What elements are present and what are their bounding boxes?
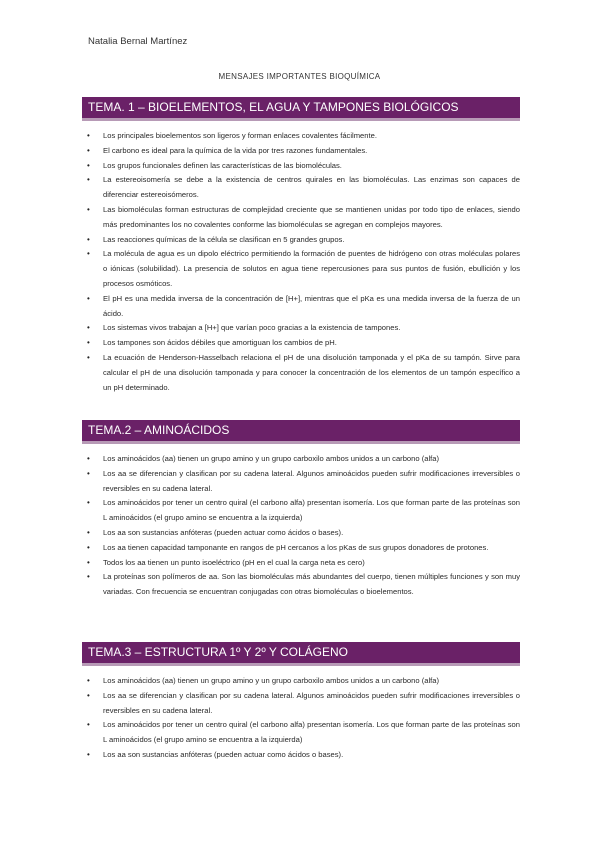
section-heading: TEMA.2 – AMINOÁCIDOS xyxy=(82,420,520,444)
list-item: • La molécula de agua es un dipolo eléctrico permitiendo la formación de puentes de hidrógeno con otras moléculas polares o iónicas (solubilidad). La presencia de solutos en agua tiene repercusiones para sus puntos de fusión, ebullición y los procesos osmóticos. xyxy=(82,247,520,291)
bullet-list xyxy=(82,452,520,600)
list-item: • Los sistemas vivos trabajan a [H+] que varían poco gracias a la existencia de tampones. xyxy=(82,321,520,336)
list-item: • La proteínas son polímeros de aa. Son las biomoléculas más abundantes del cuerpo, tienen múltiples funciones y son muy variadas. Con frecuencia se encuentran conjugadas con otras biomoléculas o bioelementos. xyxy=(82,570,520,600)
list-item: • Los aminoácidos (aa) tienen un grupo amino y un grupo carboxilo ambos unidos a un carbono (alfa) xyxy=(82,452,520,467)
bullet-list xyxy=(82,129,520,395)
section-tema-1 xyxy=(82,97,520,395)
list-item: • Los aa son sustancias anfóteras (pueden actuar como ácidos o bases). xyxy=(82,748,520,763)
list-item: • Los aa se diferencian y clasifican por su cadena lateral. Algunos aminoácidos pueden sufrir modificaciones irreversibles o reversibles en su cadena lateral. xyxy=(82,467,520,497)
section-heading: TEMA.3 – ESTRUCTURA 1º Y 2º Y COLÁGENO xyxy=(82,642,520,666)
list-item: • La estereoisomería se debe a la existencia de centros quirales en las biomoléculas. Las enzimas son capaces de diferenciar estereoisómeros. xyxy=(82,173,520,203)
bullet-list xyxy=(82,674,520,763)
list-item: • Los aa son sustancias anfóteras (pueden actuar como ácidos o bases). xyxy=(82,526,520,541)
section-tema-3 xyxy=(82,642,520,763)
list-item: • Los aa se diferencian y clasifican por su cadena lateral. Algunos aminoácidos pueden sufrir modificaciones irreversibles o reversibles en su cadena lateral. xyxy=(82,689,520,719)
list-item: • Todos los aa tienen un punto isoeléctrico (pH en el cual la carga neta es cero) xyxy=(82,556,520,571)
list-item: • Los aminoácidos por tener un centro quiral (el carbono alfa) presentan isomería. Los que forman parte de las proteínas son L aminoácidos (el grupo amino se encuentra a la izquierda) xyxy=(82,496,520,526)
author-name: Natalia Bernal Martínez xyxy=(88,36,188,47)
list-item: • Los tampones son ácidos débiles que amortiguan los cambios de pH. xyxy=(82,336,520,351)
list-item: • Los aminoácidos por tener un centro quiral (el carbono alfa) presentan isomería. Los que forman parte de las proteínas son L aminoácidos (el grupo amino se encuentra a la izquierda) xyxy=(82,718,520,748)
list-item: • El pH es una medida inversa de la concentración de [H+], mientras que el pKa es una medida inversa de la fuerza de un ácido. xyxy=(82,292,520,322)
list-item: • Los grupos funcionales definen las características de las biomoléculas. xyxy=(82,159,520,174)
list-item: • Los principales bioelementos son ligeros y forman enlaces covalentes fácilmente. xyxy=(82,129,520,144)
list-item: • Los aa tienen capacidad tamponante en rangos de pH cercanos a los pKas de sus grupos donadores de protones. xyxy=(82,541,520,556)
list-item: • Las reacciones químicas de la célula se clasifican en 5 grandes grupos. xyxy=(82,233,520,248)
list-item: • El carbono es ideal para la química de la vida por tres razones fundamentales. xyxy=(82,144,520,159)
list-item: • Los aminoácidos (aa) tienen un grupo amino y un grupo carboxilo ambos unidos a un carbono (alfa) xyxy=(82,674,520,689)
section-heading: TEMA. 1 – BIOELEMENTOS, EL AGUA Y TAMPONES BIOLÓGICOS xyxy=(82,97,520,121)
list-item: • La ecuación de Henderson-Hasselbach relaciona el pH de una disolución tamponada y el pKa de su tampón. Sirve para calcular el pH de una disolución tamponada y para conocer la concentración de los elementos de un tampón específico a un pH determinado. xyxy=(82,351,520,395)
section-tema-2 xyxy=(82,420,520,600)
list-item: • Las biomoléculas forman estructuras de complejidad creciente que se mantienen unidas por todo tipo de enlaces, siendo más predominantes los no covalentes conforme las biomoléculas se agregan en complejos mayores. xyxy=(82,203,520,233)
document-title: MENSAJES IMPORTANTES BIOQUÍMICA xyxy=(218,72,381,81)
